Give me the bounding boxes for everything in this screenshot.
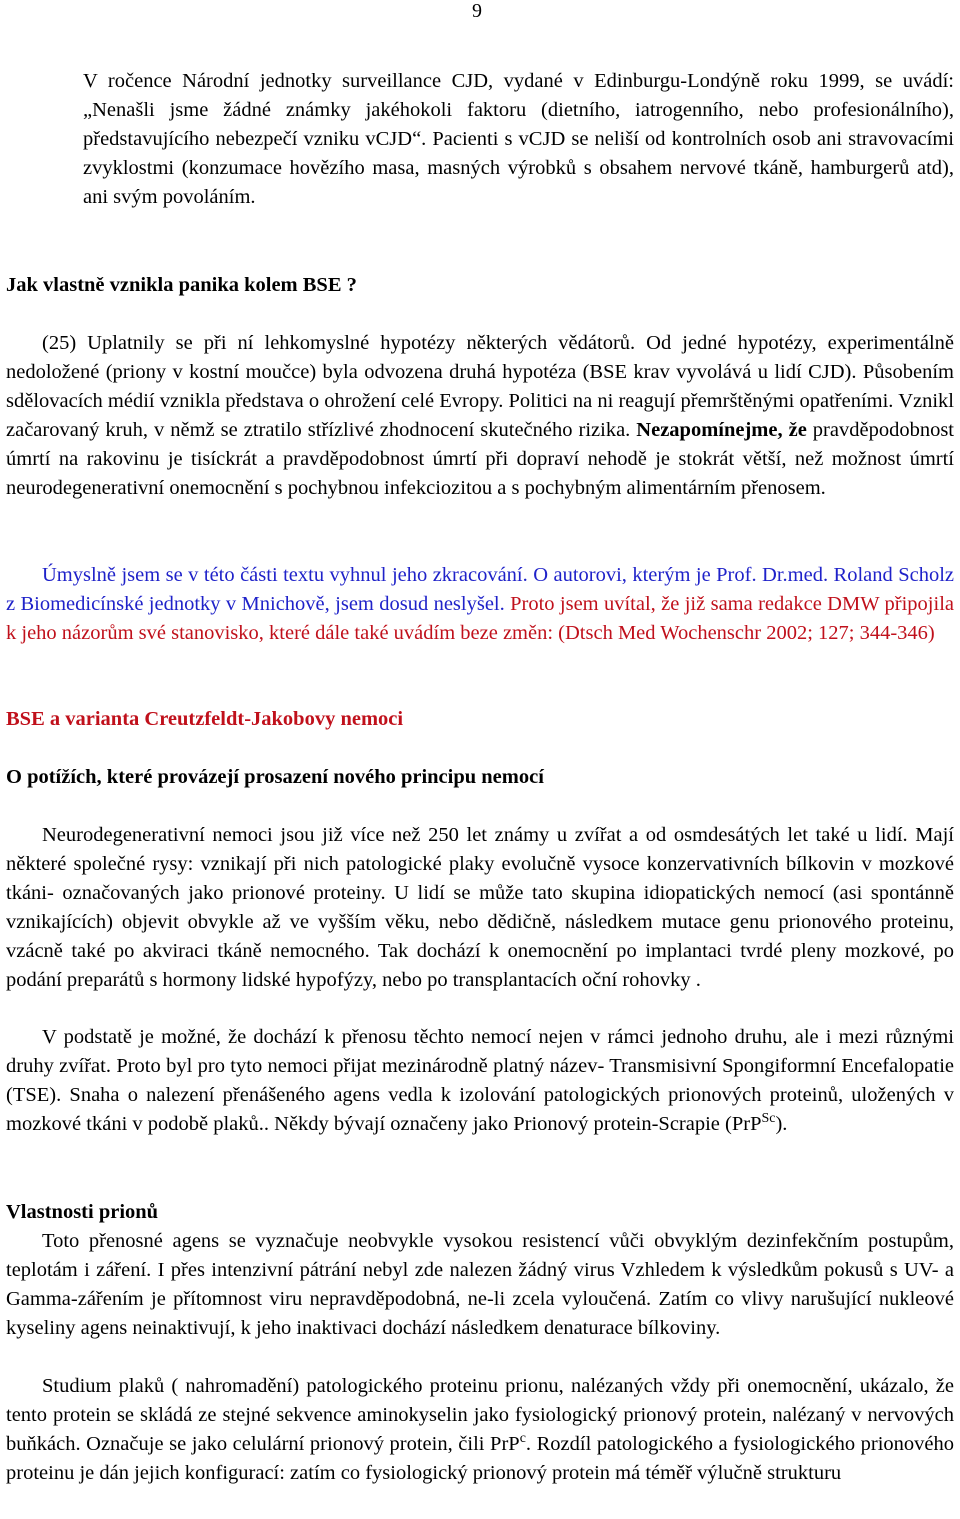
paragraph-podstate-end: ). — [775, 1113, 788, 1135]
paragraph-studium — [6, 1372, 954, 1488]
paragraph-neurodegenerative: Neurodegenerativní nemoci jsou již více než 250 let známy u zvířat a od osmdesátých let také u lidí. Mají některé společné rysy: vznikají při nich patologické plaky evolučně vysoce konzervativních bílkovin v mozkové tkáni- označovaných jako prionové proteiny. U lidí se může tato skupina idiopatických nemocí (asi spontánně vznikajících) objevit obvykle až ve vyšším věku, nebo dědičně, následkem mutace genu prionového proteinu, vzácně také po akviraci tkáně nemocného. Tak dochází k onemocnění po implantaci tvrdé pleny mozkové, po podání preparátů s hormony lidské hypofýzy, nebo po transplantacích oční rohovky . — [6, 824, 954, 991]
paragraph-25 — [6, 329, 954, 503]
paragraph-toto: Toto přenosné agens se vyznačuje neobvykle vysokou resistencí vůči obvyklým dezinfekčním postupům, teplotám i záření. I přes intenzivní pátrání nebyl zde nalezen žádný virus Vzhledem k výsledkům pokusů s UV- a Gamma-zářením je přítomnost viru nepravděpodobná, ne-li zcela vyloučená. Zatím co vlivy narušující nukleové kyseliny agens neinaktivují, k jeho inaktivaci dochází následkem denaturace bílkoviny. — [6, 1230, 954, 1339]
heading-potize: O potížích, které provázejí prosazení nového principu nemocí — [6, 766, 544, 788]
page-number: 9 — [472, 0, 482, 22]
quote-paragraph: V ročence Národní jednotky surveillance CJD, vydané v Edinburgu-Londýně roku 1999, se uvádí: „Nenašli jsme žádné známky jakéhokoli faktoru (dietního, iatrogenního, nebo profesionálního), představujícího nebezpečí vzniku vCJD“. Pacienti s vCJD se neliší od kontrolních osob ani stravovacími zvyklostmi (konzumace hovězího masa, masných výrobků s obsahem nervové tkáně, hamburgerů atd), ani svým povoláním. — [83, 70, 954, 208]
prp-c-superscript: c — [519, 1431, 526, 1446]
paragraph-25-lead: (25) Uplatnily se při ní lehkomyslné hypotézy některých vědátorů. Od jedné hypotézy, experimentálně nedoložené (priony v kostní moučce) byla odvozena druhá hypotéza (BSE krav vyvolává u lidí CJD). Působením sdělovacích médií vznikla představa o ohrožení celé Evropy. Politici na ni reagují přemrštěnými opatřeními. Vznikl začarovaný kruh, v němž se ztratilo střízlivé zhodnocení skutečného rizika. — [6, 332, 954, 441]
author-note-red: Proto jsem uvítal, že již sama redakce DMW připojila k jeho názorům své stanovisko, které dále také uvádím beze změn: (Dtsch Med Wochenschr 2002; 127; 344-346) — [6, 593, 954, 644]
paragraph-25-rest: pravděpodobnost úmrtí na rakovinu je tisíckrát a pravděpodobnost úmrtí při dopraví nehodě je stokrát větší, než možnost úmrtí neurodegenerativní onemocnění s pochybnou infekciozitou a s pochybným alimentárním přenosem. — [6, 419, 954, 499]
paragraph-25-bold: Nezapomínejme, že — [636, 419, 807, 441]
paragraph-studium-end: . Rozdíl patologického a fysiologického prionového proteinu je dán jejich konfigurací: zatím co fysiologický prionový protein má téměř výlučně strukturu — [6, 1433, 955, 1484]
author-note-blue: Úmyslně jsem se v této části textu vyhnul jeho zkracování. O autorovi, kterým je Prof. Dr.med. Roland Scholz z Biomedicínské jednotky v Mnichově, jsem dosud neslyšel. — [6, 564, 954, 615]
prp-sc-superscript: Sc — [761, 1111, 776, 1126]
paragraph-podstate — [6, 1023, 954, 1139]
paragraph-studium-text: Studium plaků ( nahromadění) patologického proteinu prionu, nalézaných vždy při onemocnění, ukázalo, že tento protein se skládá ze stejné sekvence aminokyselin jako fysiologický prionový protein, nalézaný v nervových buňkách. Označuje se jako celulární prionový protein, čili PrP — [6, 1375, 954, 1455]
heading-panika: Jak vlastně vznikla panika kolem BSE ? — [6, 274, 357, 296]
author-note — [6, 561, 954, 648]
heading-bse: BSE a varianta Creutzfeldt-Jakobovy nemoci — [6, 708, 404, 730]
paragraph-podstate-text: V podstatě je možné, že dochází k přenosu těchto nemocí nejen v rámci jednoho druhu, ale i mezi různými druhy zvířat. Proto byl pro tyto nemoci přijat mezinárodně platný název- Transmisivní Spongiformní Encefalopatie (TSE). Snaha o nalezení přenášeného agens vedla k izolování patologických prionových proteinů, uložených v mozkové tkáni v podobě plaků.. Někdy bývají označeny jako Prionový protein-Scrapie (PrP — [6, 1026, 954, 1135]
heading-vlastnosti: Vlastnosti prionů — [6, 1201, 159, 1223]
